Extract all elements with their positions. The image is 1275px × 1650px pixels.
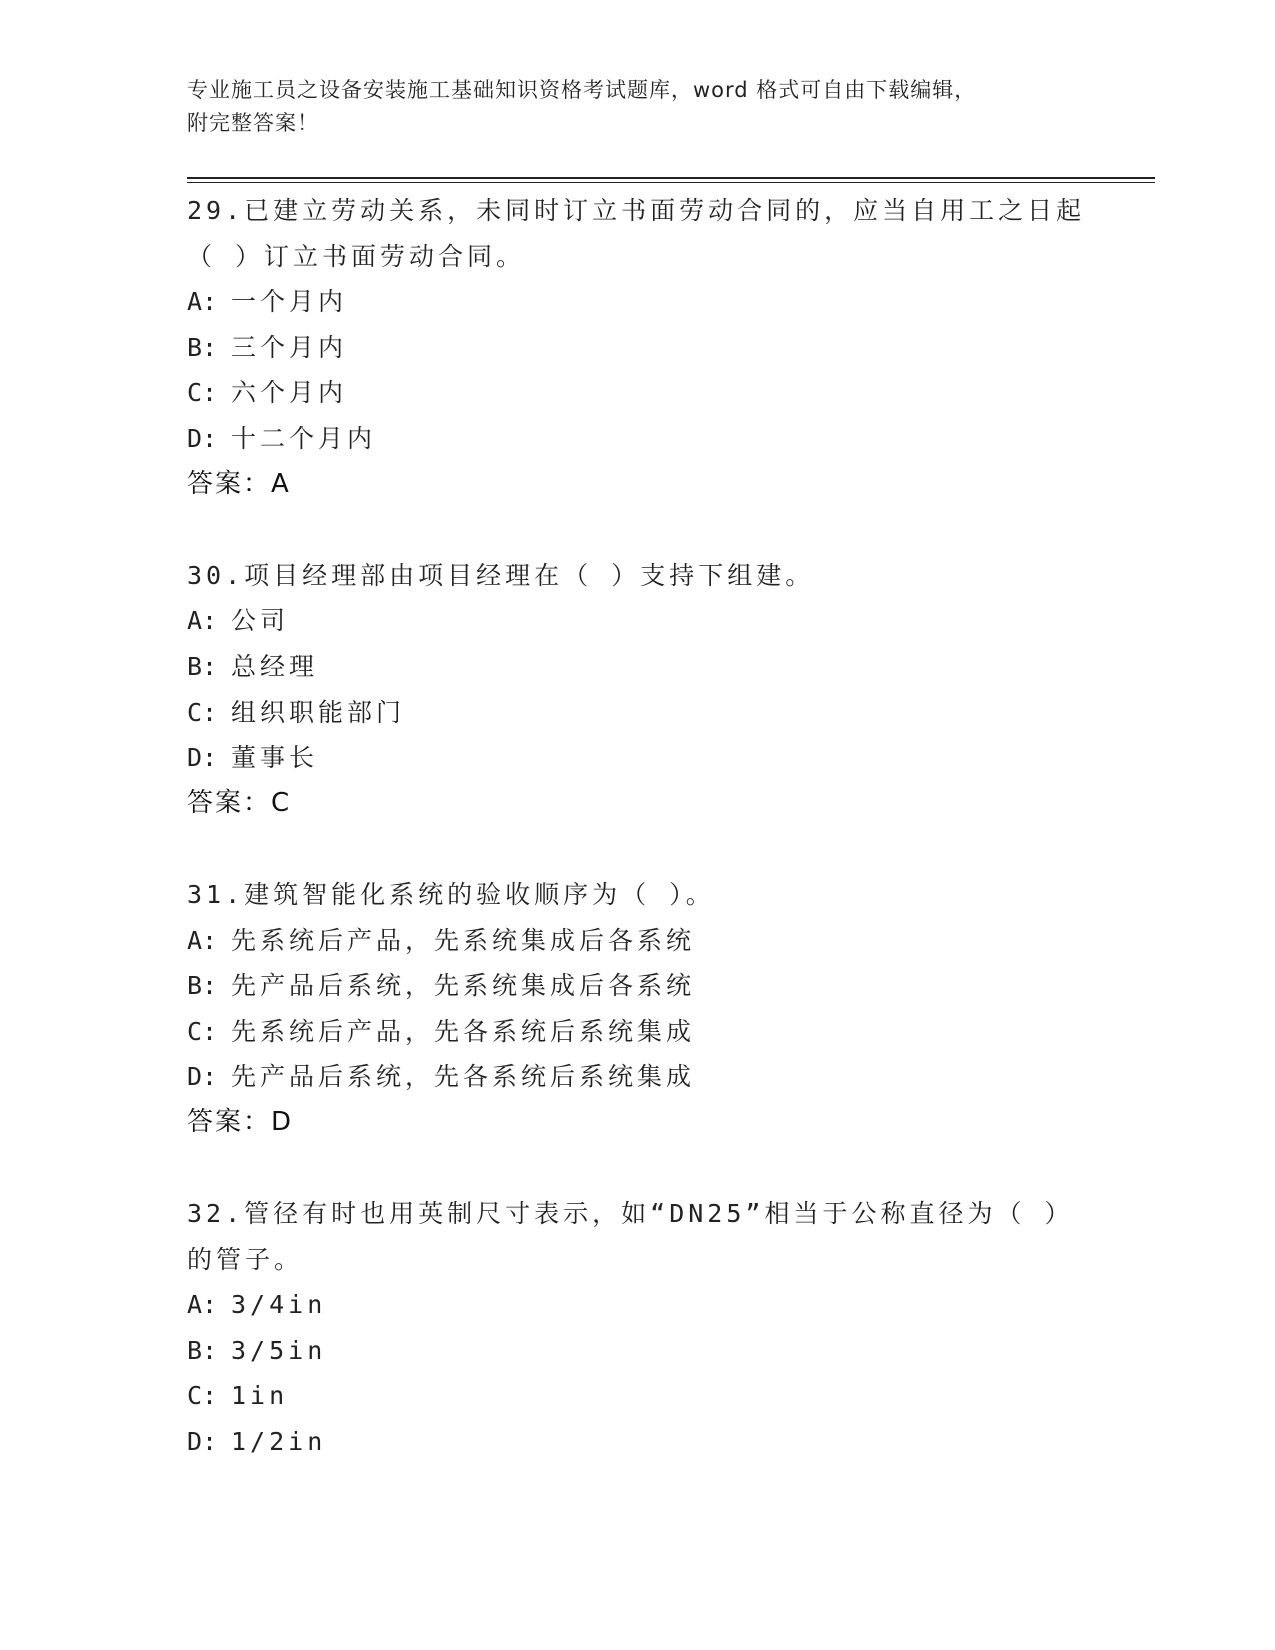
option-letter: A: <box>187 287 218 317</box>
option-letter: B: <box>187 332 218 362</box>
header-line-2: 附完整答案！ <box>187 111 319 135</box>
answer-label: 答案：A <box>187 468 291 499</box>
option-letter: D: <box>187 743 218 773</box>
option-d <box>187 1419 1087 1465</box>
option-b <box>187 1328 1087 1374</box>
option-c <box>187 690 1087 736</box>
option-letter: D: <box>187 1427 218 1457</box>
option-letter: B: <box>187 1335 218 1365</box>
answer-label: 答案：D <box>187 1106 294 1137</box>
option-text: 1in <box>231 1381 289 1411</box>
question-stem-continued: （ ）订立书面劳动合同。 <box>187 241 526 271</box>
option-a <box>187 918 1087 964</box>
option-c <box>187 1009 1087 1055</box>
header-divider-thin <box>187 182 1155 183</box>
option-letter: B: <box>187 651 218 681</box>
question-stem-continued: 的管子。 <box>187 1244 304 1274</box>
option-b <box>187 644 1087 690</box>
option-text: 先产品后系统，先系统集成后各系统 <box>231 971 696 1001</box>
document-header <box>187 74 1067 140</box>
option-letter: C: <box>187 697 218 727</box>
option-letter: B: <box>187 971 218 1001</box>
option-a <box>187 598 1087 644</box>
question-30 <box>187 553 1087 872</box>
option-text: 先产品后系统，先各系统后系统集成 <box>231 1062 696 1092</box>
option-text: 总经理 <box>231 651 319 681</box>
option-text: 先系统后产品，先系统集成后各系统 <box>231 925 696 955</box>
answer-label: 答案：C <box>187 787 292 818</box>
option-text: 3/5in <box>231 1335 327 1365</box>
option-d <box>187 416 1087 462</box>
option-text: 组织职能部门 <box>231 697 406 727</box>
header-line-1: 专业施工员之设备安装施工基础知识资格考试题库，word 格式可自由下载编辑， <box>187 78 977 102</box>
option-text: 1/2in <box>231 1427 327 1457</box>
option-d <box>187 735 1087 781</box>
option-letter: C: <box>187 1381 218 1411</box>
option-text: 董事长 <box>231 743 319 773</box>
option-letter: A: <box>187 1290 218 1320</box>
question-list <box>187 188 1087 1465</box>
spacer <box>187 507 1087 553</box>
option-c <box>187 1373 1087 1419</box>
question-31 <box>187 872 1087 1191</box>
option-letter: D: <box>187 423 218 453</box>
option-a <box>187 279 1087 325</box>
option-letter: A: <box>187 606 218 636</box>
question-stem: 29.已建立劳动关系，未同时订立书面劳动合同的，应当自用工之日起 <box>187 196 1086 225</box>
question-stem: 32.管径有时也用英制尺寸表示，如“DN25”相当于公称直径为（ ） <box>187 1199 1074 1229</box>
option-text: 六个月内 <box>231 378 348 408</box>
header-divider-thick <box>187 177 1155 179</box>
option-text: 一个月内 <box>231 287 348 317</box>
option-text: 公司 <box>231 606 290 636</box>
option-a <box>187 1282 1087 1328</box>
question-32 <box>187 1191 1087 1465</box>
option-text: 十二个月内 <box>231 423 377 453</box>
option-text: 三个月内 <box>231 332 348 362</box>
spacer <box>187 1145 1087 1191</box>
question-stem: 31.建筑智能化系统的验收顺序为（ ）。 <box>187 879 715 909</box>
spacer <box>187 826 1087 872</box>
option-letter: A: <box>187 925 218 955</box>
option-b <box>187 325 1087 371</box>
option-text: 3/4in <box>231 1290 327 1320</box>
option-letter: C: <box>187 378 218 408</box>
question-stem: 30.项目经理部由项目经理在（ ）支持下组建。 <box>187 560 815 590</box>
option-letter: C: <box>187 1016 218 1046</box>
question-29 <box>187 188 1087 553</box>
option-d <box>187 1054 1087 1100</box>
option-c <box>187 370 1087 416</box>
option-text: 先系统后产品，先各系统后系统集成 <box>231 1016 696 1046</box>
option-b <box>187 963 1087 1009</box>
option-letter: D: <box>187 1062 218 1092</box>
